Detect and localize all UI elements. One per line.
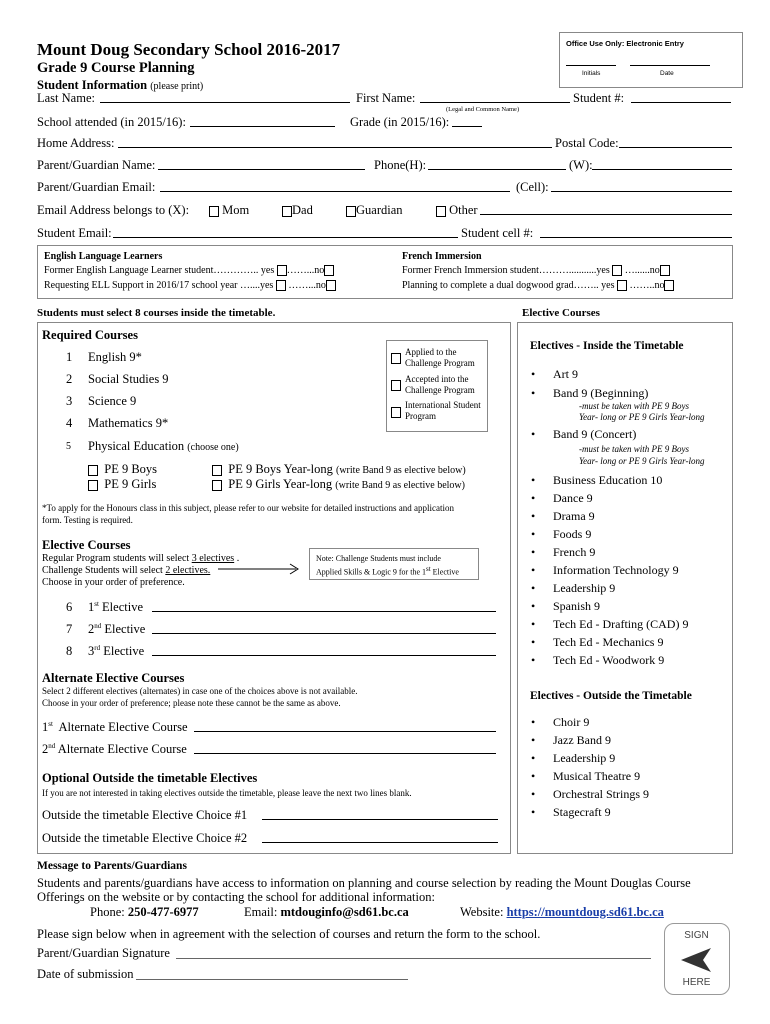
course-num: 4: [66, 416, 73, 430]
phone-info: Phone: 250-477-6977: [90, 905, 199, 919]
website-info: Website: https://mountdoug.sd61.bc.ca: [460, 905, 664, 919]
alternate-line2: Choose in your order of preference; please note these cannot be the same as above.: [42, 698, 341, 708]
postal-code-label: Postal Code:: [555, 136, 619, 150]
french-title: French Immersion: [402, 251, 482, 262]
student-cell-field[interactable]: [540, 226, 732, 238]
elective-list-header: Elective Courses: [522, 307, 600, 319]
band-note: Year- long or PE 9 Girls Year-long: [579, 456, 705, 466]
elective-item: • Orchestral Strings 9: [553, 787, 649, 802]
pe-boys-year-option[interactable]: PE 9 Boys Year-long (write Band 9 as elective below): [212, 462, 466, 477]
phone-home-label: Phone(H):: [374, 158, 427, 172]
course-num: 1: [66, 350, 73, 364]
alternate-1-label: 1st Alternate Elective Course: [42, 720, 188, 735]
legal-common-note: (Legal and Common Name): [446, 106, 520, 113]
office-use-box: [559, 32, 743, 88]
alternate-line1: Select 2 different electives (alternates) in case one of the choices above is not available.: [42, 686, 358, 696]
pe-girls-checkbox[interactable]: [88, 480, 98, 491]
outside-choice-1-label: Outside the timetable Elective Choice #1: [42, 808, 248, 822]
other-option[interactable]: Other: [436, 203, 478, 218]
challenge-applied-checkbox[interactable]: [391, 353, 401, 364]
sign-note: Please sign below when in agreement with the selection of courses and return the form to the school.: [37, 927, 541, 941]
pe-girls-year-option[interactable]: PE 9 Girls Year-long (write Band 9 as elective below): [212, 477, 465, 492]
message-title: Message to Parents/Guardians: [37, 860, 187, 872]
course-pe: Physical Education (choose one): [88, 439, 239, 453]
band-note: Year- long or PE 9 Girls Year-long: [579, 412, 705, 422]
pe-boys-year-checkbox[interactable]: [212, 465, 222, 476]
ell-requesting: Requesting ELL Support in 2016/17 school year …....yes ……...no: [44, 280, 336, 291]
note-line2: Applied Skills & Logic 9 for the 1st Elective: [316, 565, 459, 577]
pe-boys-option[interactable]: PE 9 Boys: [88, 462, 157, 477]
other-checkbox[interactable]: [436, 206, 446, 217]
here-text: HERE: [682, 977, 711, 988]
mom-option[interactable]: Mom: [209, 203, 249, 218]
elective-item: • Leadership 9: [553, 581, 615, 596]
elective-2-label: 2nd Elective: [88, 622, 146, 637]
school-attended-field[interactable]: [190, 115, 335, 127]
guardian-email-label: Parent/Guardian Email:: [37, 180, 156, 194]
challenge-box: [386, 340, 488, 432]
optional-title: Optional Outside the timetable Electives: [42, 771, 258, 785]
french-planning: Planning to complete a dual dogwood grad…….. yes ……..no: [402, 280, 674, 291]
elective-item: • Tech Ed - Mechanics 9: [553, 635, 663, 650]
email-belongs-label: Email Address belongs to (X):: [37, 203, 190, 217]
other-field[interactable]: [480, 203, 732, 215]
course-science: Science 9: [88, 394, 137, 408]
student-email-label: Student Email:: [37, 226, 112, 240]
phone-work-field[interactable]: [592, 158, 732, 170]
outside-choice-2-field[interactable]: [262, 831, 498, 843]
arrow-pointer-icon: [681, 948, 713, 972]
elective-item: • Foods 9: [553, 527, 591, 542]
alternate-2-label: 2nd Alternate Elective Course: [42, 742, 187, 757]
first-name-label: First Name:: [356, 91, 416, 105]
ell-request-no-checkbox[interactable]: [326, 280, 336, 291]
elective-item: • Art 9: [553, 367, 578, 382]
challenge-applied-label: Applied to the Challenge Program: [405, 347, 475, 368]
regular-note: Regular Program students will select 3 electives .: [42, 553, 240, 564]
required-title: Required Courses: [42, 328, 138, 342]
office-label: Office Use Only: Electronic Entry: [566, 39, 684, 48]
home-address-field[interactable]: [118, 136, 552, 148]
sign-text: SIGN: [684, 930, 709, 941]
cell-label: (Cell):: [516, 180, 549, 194]
ell-former-no-checkbox[interactable]: [324, 265, 334, 276]
pe-girls-option[interactable]: PE 9 Girls: [88, 477, 156, 492]
elective-item: • Dance 9: [553, 491, 593, 506]
international-checkbox[interactable]: [391, 407, 401, 418]
elective-2-field[interactable]: [152, 622, 496, 634]
course-num: 3: [66, 394, 73, 408]
course-social-studies: Social Studies 9: [88, 372, 169, 386]
date-submission-label: Date of submission: [37, 967, 134, 981]
date-submission-field[interactable]: [136, 979, 408, 980]
international-label: International Student Program: [405, 400, 481, 421]
french-former-yes-checkbox[interactable]: [612, 265, 622, 276]
postal-code-field[interactable]: [619, 136, 732, 148]
phone-work-label: (W):: [569, 158, 593, 172]
band-note: -must be taken with PE 9 Boys: [579, 444, 689, 454]
elective-item: • French 9: [553, 545, 595, 560]
international[interactable]: [391, 403, 401, 421]
challenge-applied[interactable]: [391, 349, 401, 367]
form-title: Grade 9 Course Planning: [37, 60, 195, 76]
elective-1-label: 1st Elective: [88, 600, 143, 615]
ell-title: English Language Learners: [44, 251, 163, 262]
elective-item: • Spanish 9: [553, 599, 600, 614]
elective-item: • Drama 9: [553, 509, 595, 524]
elective-3-label: 3rd Elective: [88, 644, 145, 659]
elective-num: 8: [66, 644, 73, 658]
elective-item: • Jazz Band 9: [553, 733, 611, 748]
ell-former-yes-checkbox[interactable]: [277, 265, 287, 276]
date-line[interactable]: [630, 65, 710, 66]
mom-checkbox[interactable]: [209, 206, 219, 217]
message-line2: Offerings on the website or by contacting the school for additional information:: [37, 890, 435, 904]
email-info: Email: mtdouginfo@sd61.bc.ca: [244, 905, 409, 919]
home-address-label: Home Address:: [37, 136, 115, 150]
signature-field[interactable]: [176, 958, 651, 959]
ell-request-yes-checkbox[interactable]: [276, 280, 286, 291]
outside-title: Electives - Outside the Timetable: [530, 690, 692, 702]
optional-note: If you are not interested in taking electives outside the timetable, please leave the next two lines blank.: [42, 788, 412, 798]
phone-home-field[interactable]: [428, 158, 566, 170]
challenge-accepted-checkbox[interactable]: [391, 380, 401, 391]
arrow-right-icon: [218, 563, 302, 575]
outside-choice-2-label: Outside the timetable Elective Choice #2: [42, 831, 248, 845]
student-cell-label: Student cell #:: [461, 226, 534, 240]
signature-label: Parent/Guardian Signature: [37, 946, 170, 960]
alternate-2-field[interactable]: [194, 742, 496, 754]
date-label: Date: [660, 70, 674, 77]
elective-item: • Information Technology 9: [553, 563, 679, 578]
challenge-accepted-label: Accepted into the Challenge Program: [405, 374, 475, 395]
elective-item: • Band 9 (Concert): [553, 427, 636, 442]
grade-label: Grade (in 2015/16):: [350, 115, 450, 129]
student-email-field[interactable]: [113, 226, 458, 238]
outside-choice-1-field[interactable]: [262, 808, 498, 820]
initials-line[interactable]: [566, 65, 616, 66]
website-link[interactable]: https://mountdoug.sd61.bc.ca: [506, 905, 664, 919]
guardian-option[interactable]: Guardian: [346, 203, 403, 218]
elective-item: • Leadership 9: [553, 751, 615, 766]
elective-item: • Business Education 10: [553, 473, 662, 488]
challenge-accepted[interactable]: [391, 376, 401, 394]
language-box: [37, 245, 733, 299]
elective-item: • Tech Ed - Drafting (CAD) 9: [553, 617, 688, 632]
challenge-elective-note: [309, 548, 479, 580]
first-name-field[interactable]: [420, 91, 570, 103]
elective-item: • Stagecraft 9: [553, 805, 611, 820]
grade-field[interactable]: [452, 115, 482, 127]
initials-label: Initials: [582, 70, 601, 77]
course-math: Mathematics 9*: [88, 416, 169, 430]
student-number-field[interactable]: [631, 91, 731, 103]
french-former: Former French Immersion student………...........yes …......no: [402, 265, 670, 276]
alternate-title: Alternate Elective Courses: [42, 671, 185, 685]
ell-former: Former English Language Learner student………….. yes ……...no: [44, 265, 334, 276]
french-plan-no-checkbox[interactable]: [664, 280, 674, 291]
guardian-name-field[interactable]: [158, 158, 365, 170]
french-former-no-checkbox[interactable]: [660, 265, 670, 276]
course-num: 2: [66, 372, 73, 386]
last-name-field[interactable]: [100, 91, 350, 103]
elective-item: • Tech Ed - Woodwork 9: [553, 653, 664, 668]
alternate-1-field[interactable]: [194, 720, 496, 732]
note-line1: Note: Challenge Students must include: [316, 554, 441, 563]
elective-item: • Band 9 (Beginning): [553, 386, 648, 401]
french-plan-yes-checkbox[interactable]: [617, 280, 627, 291]
inside-title: Electives - Inside the Timetable: [530, 340, 684, 352]
honours-note: *To apply for the Honours class in this subject, please refer to our website for detailed instructions and application form. Testing is required.: [42, 503, 455, 525]
elective-item: • Musical Theatre 9: [553, 769, 640, 784]
dad-option[interactable]: Dad: [282, 203, 313, 218]
course-num: 5: [66, 441, 71, 452]
elective-item: • Choir 9: [553, 715, 589, 730]
guardian-email-field[interactable]: [160, 180, 510, 192]
elective-num: 7: [66, 622, 73, 636]
dad-checkbox[interactable]: [282, 206, 292, 217]
last-name-label: Last Name:: [37, 91, 95, 105]
cell-field[interactable]: [551, 180, 732, 192]
elective-3-field[interactable]: [152, 644, 496, 656]
guardian-checkbox[interactable]: [346, 206, 356, 217]
pe-girls-year-checkbox[interactable]: [212, 480, 222, 491]
student-number-label: Student #:: [573, 91, 625, 105]
sign-here-badge: [664, 923, 730, 995]
pe-boys-checkbox[interactable]: [88, 465, 98, 476]
course-english: English 9*: [88, 350, 142, 364]
elective-num: 6: [66, 600, 73, 614]
order-note: Choose in your order of preference.: [42, 577, 185, 588]
student-info-heading: Student Information (please print): [37, 78, 204, 92]
school-attended-label: School attended (in 2015/16):: [37, 115, 186, 129]
guardian-name-label: Parent/Guardian Name:: [37, 158, 156, 172]
elective-title: Elective Courses: [42, 538, 131, 552]
elective-1-field[interactable]: [152, 600, 496, 612]
school-title: Mount Doug Secondary School 2016-2017: [37, 40, 341, 59]
timetable-header: Students must select 8 courses inside the timetable.: [37, 307, 276, 319]
challenge-note: Challenge Students will select 2 electives.: [42, 565, 211, 576]
band-note: -must be taken with PE 9 Boys: [579, 401, 689, 411]
message-line1: Students and parents/guardians have access to information on planning and course selection by reading the Mount Douglas Course: [37, 876, 691, 890]
